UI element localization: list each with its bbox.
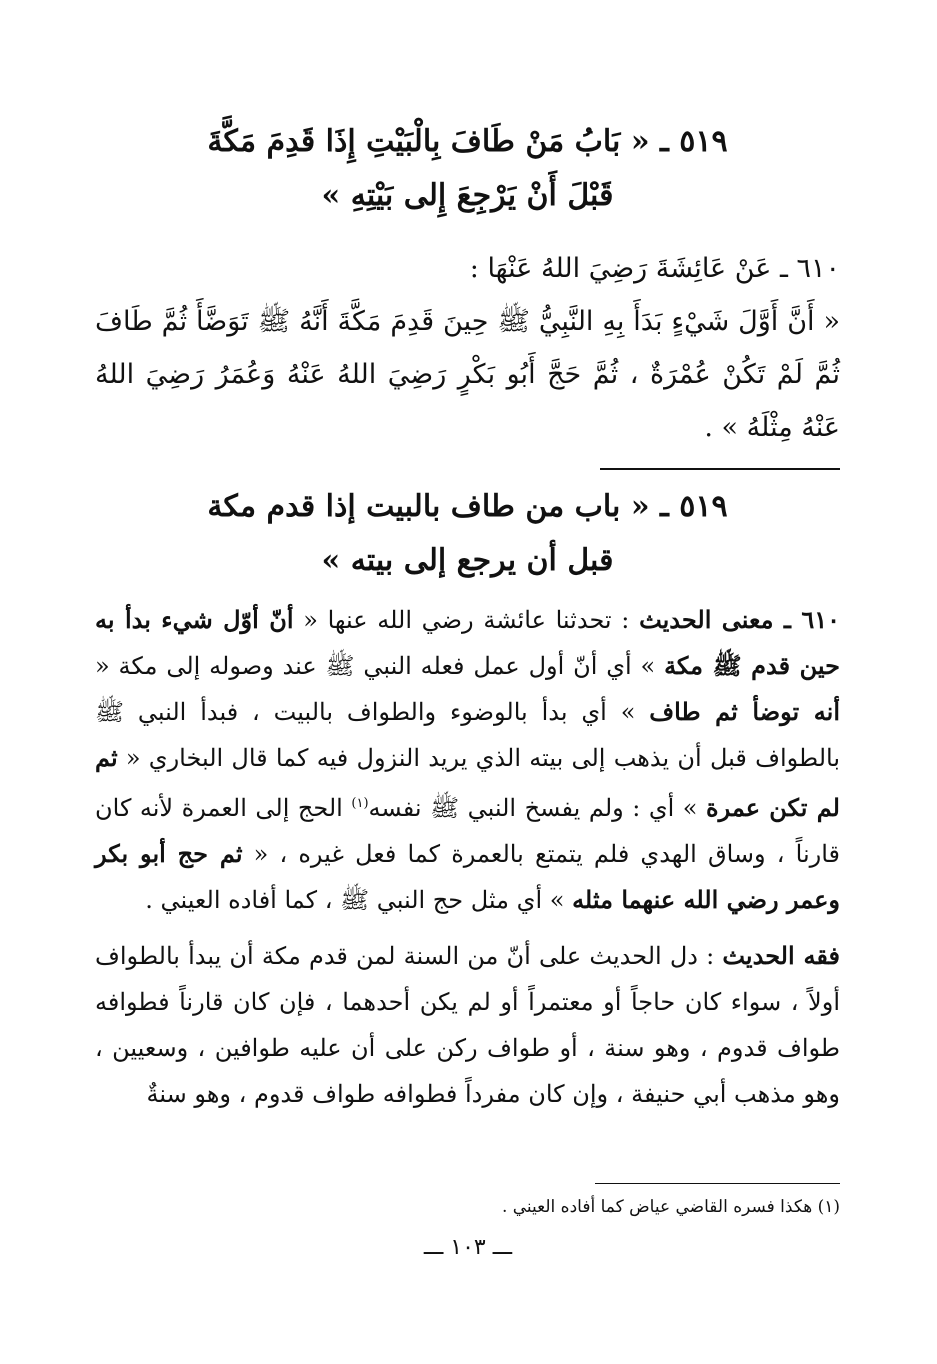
meaning-text-4: » أي : ولم يفسخ النبي ﷺ نفسه	[368, 794, 707, 822]
section-divider	[600, 468, 840, 470]
hadith-text	[95, 242, 840, 454]
meaning-label: ٦١٠ ـ معنى الحديث	[639, 605, 840, 634]
meaning-quote-4: ثم حج أبو بكر وعمر رضي الله عنهما مثله	[95, 839, 840, 914]
footnote-divider	[595, 1183, 840, 1184]
meaning-text-5: الحج إلى العمرة لأنه كان قارناً ، وساق الهدي فلم يتمتع بالعمرة كما فعل غيره ، «	[95, 794, 841, 868]
chapter-heading-plain-line1: ٥١٩ ـ « باب من طاف بالبيت إذا قدم مكة	[207, 489, 728, 524]
chapter-heading-voweled	[95, 115, 840, 223]
meaning-text-6: » أي مثل حج النبي ﷺ ، كما أفاده العيني .	[145, 886, 573, 914]
meaning-text-1: : تحدثنا عائشة رضي الله عنها «	[293, 606, 640, 634]
chapter-heading-voweled-line2: قَبْلَ أَنْ يَرْجِعَ إِلى بَيْتِهِ »	[321, 178, 614, 213]
commentary	[95, 597, 840, 1117]
meaning-quote-3: ثم لم تكن عمرة	[95, 743, 840, 822]
meaning-paragraph	[95, 597, 840, 923]
hadith-body: « أَنَّ أَوَّلَ شَيْءٍ بَدَأَ بِهِ النَّبِيُّ ﷺ حِينَ قَدِمَ مَكَّةَ أَنَّهُ ﷺ تَوَضَّأَ ثُمَّ طَافَ ثُمَّ لَمْ تَكُنْ عُمْرَةٌ ، ثُمَّ حَجَّ أَبُو بَكْرٍ رَضِيَ اللهُ عَنْهُ وَعُمَرُ رَضِيَ اللهُ عَنْهُ مِثْلَهُ » .	[95, 306, 840, 443]
hadith-intro: ٦١٠ ـ عَنْ عَائِشَةَ رَضِيَ اللهُ عَنْهَا :	[469, 253, 840, 284]
footnote: (١) هكذا فسره القاضي عياض كما أفاده العيني .	[501, 1197, 840, 1217]
meaning-quote-1: أنّ أوّل شيء بدأ به حين قدم ﷺ مكة	[95, 605, 840, 680]
fiqh-paragraph	[95, 933, 840, 1117]
meaning-quote-2: أنه توضأ ثم طاف	[649, 697, 840, 726]
fiqh-label: فقه الحديث	[722, 941, 841, 970]
footnote-reference: (١)	[351, 796, 369, 811]
meaning-text-2: » أي أنّ أول عمل فعله النبي ﷺ عند وصوله إلى مكة «	[95, 652, 665, 680]
meaning-text-3: » أي بدأ بالوضوء والطواف بالبيت ، فبدأ النبي ﷺ بالطواف قبل أن يذهب إلى بيته الذي يريد النزول فيه كما قال البخاري «	[95, 698, 840, 772]
fiqh-text: : دل الحديث على أنّ من السنة لمن قدم مكة أن يبدأ بالطواف أولاً ، سواء كان حاجاً أو معتمراً أو لم يكن أحدهما ، فإن كان قارناً فطوافه طواف قدوم ، وهو سنة ، أو طواف ركن على أن عليه طوافين ، وسعيين ، وهو مذهب أبي حنيفة ، وإن كان مفرداً فطوافه طواف قدوم ، وهو سنةٌ	[95, 942, 840, 1108]
page-number: ـــ ١٠٣ ـــ	[423, 1235, 513, 1260]
chapter-heading-voweled-line1: ٥١٩ ـ « بَابُ مَنْ طَافَ بِالْبَيْتِ إِذَا قَدِمَ مَكَّةَ	[207, 124, 728, 159]
chapter-heading-plain-line2: قبل أن يرجع إلى بيته »	[321, 543, 614, 578]
chapter-heading-plain	[95, 480, 840, 588]
